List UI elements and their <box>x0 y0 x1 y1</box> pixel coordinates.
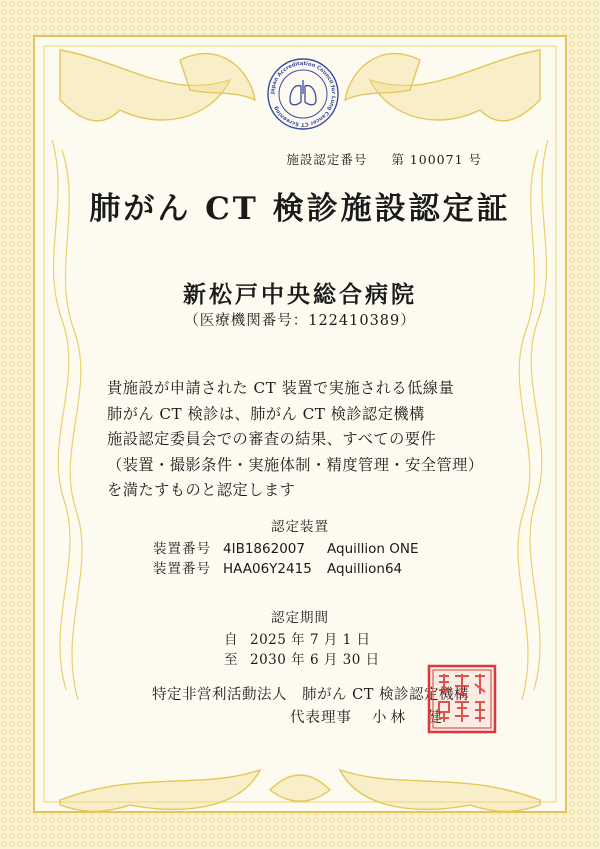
hospital-name: 新松戸中央総合病院 <box>183 281 417 308</box>
period-from-label: 自 <box>224 632 238 648</box>
equipment-label: 装置番号 <box>153 561 211 577</box>
statement-line: を満たすものと認定します <box>107 481 296 499</box>
equipment-model: Aquillion64 <box>327 561 403 577</box>
equipment-label: 装置番号 <box>153 541 211 557</box>
period-heading: 認定期間 <box>271 610 329 626</box>
statement-line: （装置・撮影条件・実施体制・精度管理・安全管理） <box>107 455 484 474</box>
certificate-number-value: 第 100071 号 <box>391 152 482 167</box>
accreditation-emblem <box>265 56 341 132</box>
period-from-date: 2025 年 7 月 1 日 <box>250 632 371 648</box>
institution-code: （医療機関番号：122410389） <box>184 313 416 329</box>
certification-statement <box>107 376 507 504</box>
period-to-label: 至 <box>224 652 238 668</box>
statement-line: 肺がん CT 検診は、肺がん CT 検診認定機構 <box>107 404 425 423</box>
statement-line: 貴施設が申請された CT 装置で実施される低線量 <box>107 379 455 397</box>
certificate-title: 肺がん CT 検診施設認定証 <box>89 191 511 227</box>
issuer-representative <box>290 706 446 727</box>
statement-line: 施設認定委員会での審査の結果、すべての要件 <box>107 430 437 448</box>
issuer-organization: 特定非営利活動法人 肺がん CT 検診認定機構 <box>152 687 469 703</box>
certificate-number <box>286 150 482 168</box>
official-seal <box>427 664 497 734</box>
equipment-number: HAA06Y2415 <box>223 561 312 577</box>
period-from <box>224 628 371 648</box>
period-to-date: 2030 年 6 月 30 日 <box>250 652 380 668</box>
equipment-model: Aquillion ONE <box>327 541 419 557</box>
emblem-ring-text: Japan Accreditation Council for Lung Cancer CT Screening <box>269 60 337 128</box>
rep-title: 代表理事 <box>290 710 352 726</box>
equipment-row <box>153 557 402 577</box>
equipment-number: 4IB1862007 <box>223 541 305 557</box>
equipment-row <box>153 537 419 557</box>
equipment-heading: 認定装置 <box>271 519 329 535</box>
period-to <box>224 648 380 668</box>
rep-name: 小林 健 <box>372 710 446 726</box>
certificate-number-label: 施設認定番号 <box>286 152 368 167</box>
